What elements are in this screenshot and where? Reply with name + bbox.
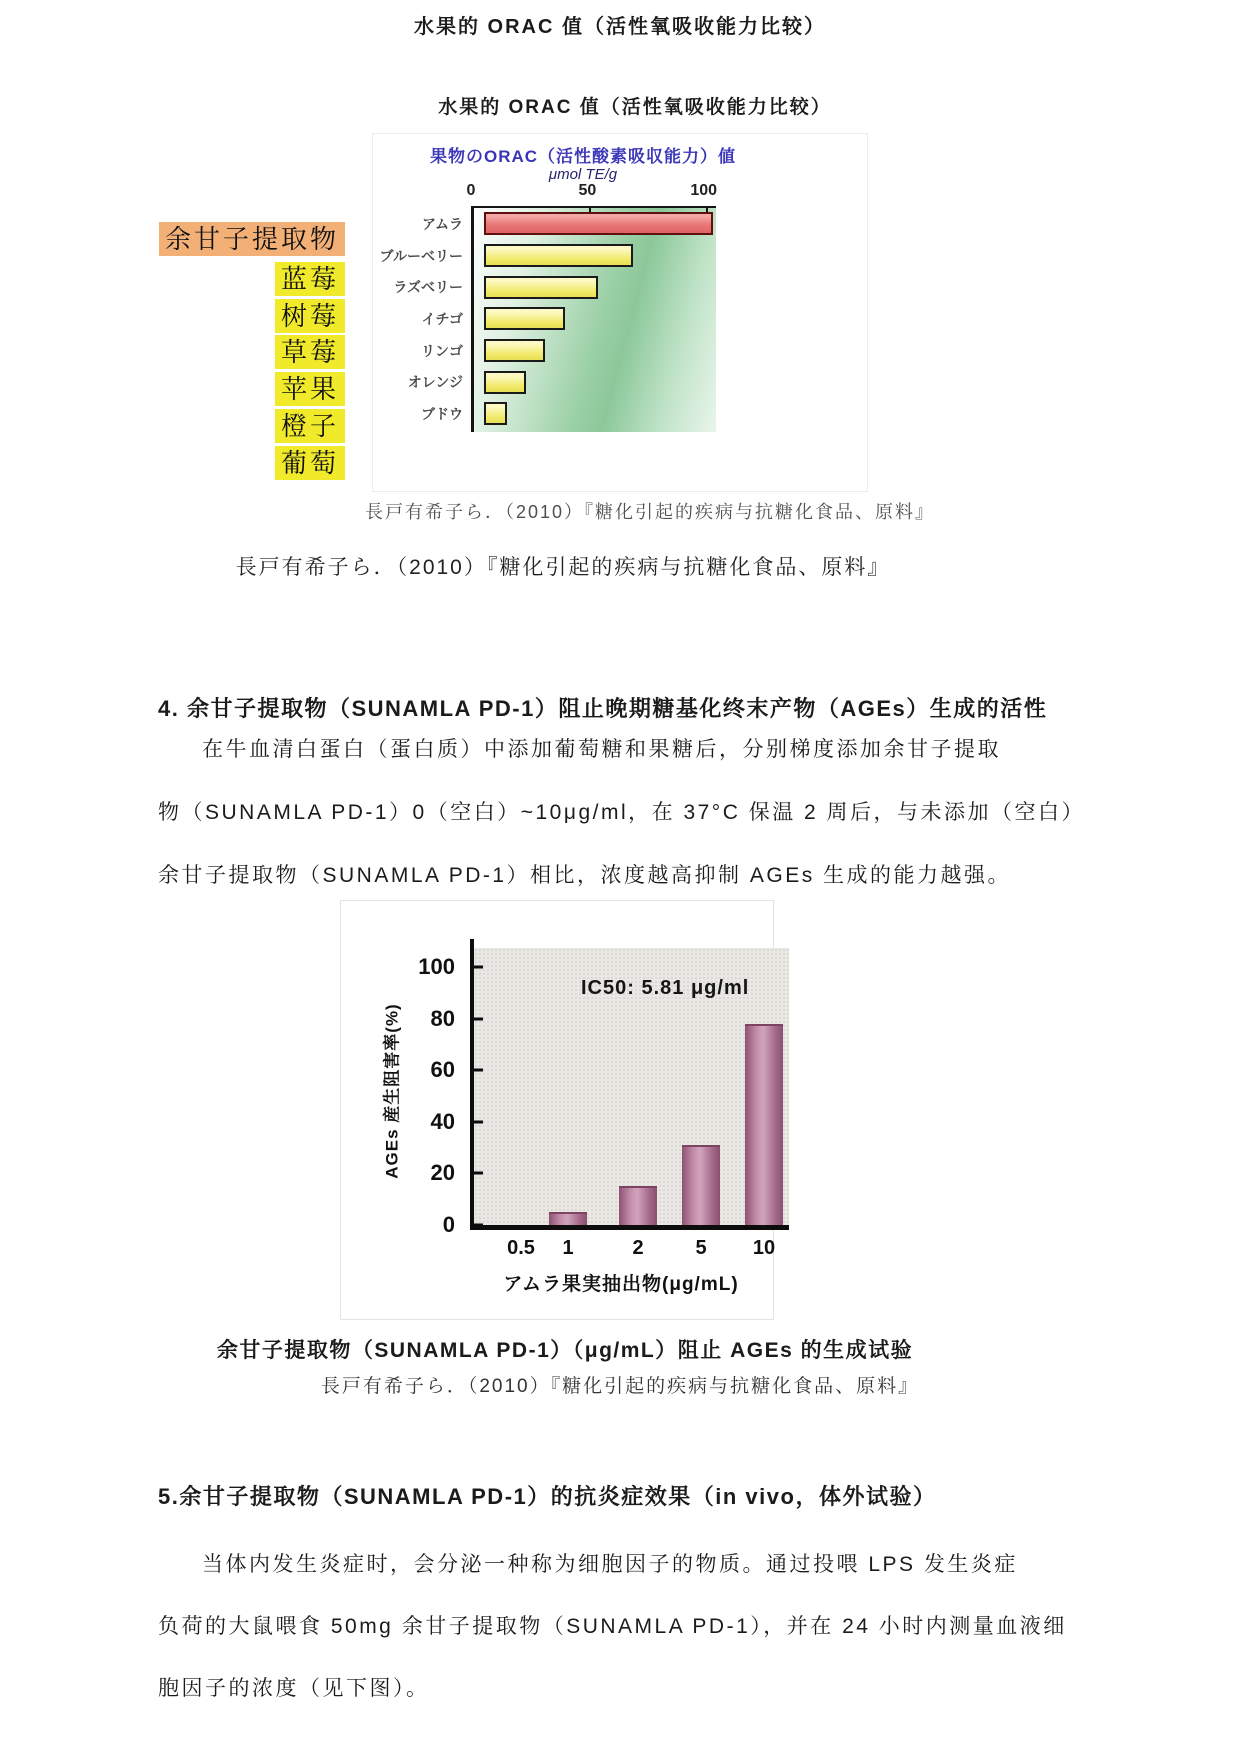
paragraph-line: 在牛血清白蛋白（蛋白质）中添加葡萄糖和果糖后，分别梯度添加余甘子提取: [202, 738, 1001, 761]
chart1-category-label: リンゴ: [421, 342, 463, 359]
chart2-x-axis: [470, 1225, 789, 1230]
chart1-bar-rows: [373, 208, 713, 430]
chart1-row: [373, 335, 713, 367]
chart2-bar: [745, 1024, 783, 1227]
page-title: 水果的 ORAC 值（活性氧吸收能力比较）: [414, 16, 826, 38]
chart2-y-tick: 80: [430, 1005, 455, 1031]
chart2-x-axis-label: アムラ果実抽出物(μg/mL): [503, 1274, 739, 1295]
chart1-row: [373, 240, 713, 272]
translation-sticker: 草莓: [275, 335, 345, 369]
chart1-bar: [484, 244, 633, 267]
orac-bar-chart: [372, 133, 868, 492]
chart1-category-label: ラズベリー: [393, 279, 463, 296]
chart2-y-tick: 60: [430, 1057, 455, 1083]
chart1-category-label: オレンジ: [407, 374, 463, 391]
chart1-category-label: イチゴ: [421, 310, 463, 327]
section5-heading: 5.余甘子提取物（SUNAMLA PD-1）的抗炎症效果（in vivo，体外试验）: [158, 1484, 937, 1509]
chart2-y-tick: 0: [442, 1212, 455, 1237]
chart1-row: [373, 271, 713, 303]
figure2-caption: 余甘子提取物（SUNAMLA PD-1）（μg/mL）阻止 AGEs 的生成试验: [216, 1339, 914, 1362]
chart1-row: [373, 366, 713, 398]
chart2-bar: [619, 1186, 657, 1227]
chart1-x-tick: 0: [466, 182, 476, 199]
chart1-category-label: アムラ: [421, 215, 463, 232]
chart2-x-tick: 2: [632, 1237, 644, 1259]
chart2-y-tick-mark: [474, 1069, 483, 1072]
chart1-bar: [484, 276, 598, 299]
chart2-y-tick: 100: [418, 954, 455, 979]
figure1-source-inner: 長戸有希子ら．（2010）『糖化引起的疾病与抗糖化食品、原料』: [364, 502, 936, 522]
figure1-heading: 水果的 ORAC 值（活性氧吸收能力比较）: [438, 97, 832, 118]
chart2-x-tick: 1: [562, 1237, 574, 1259]
chart1-row: [373, 398, 713, 430]
translation-sticker: 余甘子提取物: [159, 222, 345, 256]
chart1-x-tick: 50: [578, 182, 597, 199]
chart2-y-axis-label: AGEs 産生阻害率(%): [382, 1003, 402, 1179]
chart2-y-tick-mark: [474, 1120, 483, 1123]
section5-paragraph: [158, 1548, 1098, 1754]
chart1-row: [373, 303, 713, 335]
chart2-x-tick: 0.5: [507, 1237, 535, 1259]
chart2-ic50-annotation: IC50: 5.81 μg/ml: [581, 977, 750, 999]
chart2-y-tick-mark: [474, 1017, 483, 1020]
chart2-bar: [682, 1145, 720, 1227]
ages-bar-chart: [340, 900, 774, 1320]
translation-sticker: 苹果: [275, 372, 345, 406]
translation-sticker: 橙子: [275, 409, 345, 443]
paragraph-line: 负荷的大鼠喂食 50mg 余甘子提取物（SUNAMLA PD-1），并在 24 小时内测量血液细: [158, 1615, 1067, 1638]
chart2-y-tick-mark: [474, 1224, 483, 1227]
chart1-bar: [484, 212, 713, 235]
chart2-y-axis: [470, 939, 474, 1230]
chart2-y-tick-mark: [474, 1172, 483, 1175]
paragraph-line: 当体内发生炎症时，会分泌一种称为细胞因子的物质。通过投喂 LPS 发生炎症: [202, 1553, 1018, 1576]
chart1-bar: [484, 402, 507, 425]
translation-sticker: 蓝莓: [275, 262, 345, 296]
paragraph-line: 物（SUNAMLA PD-1）0（空白）~10μg/ml，在 37°C 保温 2 周后，与未添加（空白）: [158, 801, 1086, 824]
chart2-y-tick: 20: [430, 1160, 455, 1186]
chart1-category-label: ブルーベリー: [379, 247, 463, 264]
paragraph-line: 余甘子提取物（SUNAMLA PD-1）相比，浓度越高抑制 AGEs 生成的能力越强。: [158, 864, 1012, 887]
translation-sticker: 树莓: [275, 299, 345, 333]
chart2-y-tick: 40: [430, 1108, 455, 1134]
chart2-y-tick-mark: [474, 966, 483, 969]
chart1-category-label: ブドウ: [421, 405, 463, 422]
translation-sticker: 葡萄: [275, 446, 345, 480]
chart1-row: [373, 208, 713, 240]
figure1-source-below: 長戸有希子ら．（2010）『糖化引起的疾病与抗糖化食品、原料』: [235, 556, 891, 579]
chart1-unit-label: μmol TE/g: [548, 166, 618, 183]
chart1-title: 果物のORAC（活性酸素吸収能力）値: [429, 147, 737, 166]
chart1-bar: [484, 339, 545, 362]
chart1-bar: [484, 371, 526, 394]
section4-heading: 4. 余甘子提取物（SUNAMLA PD-1）阻止晚期糖基化终末产物（AGEs）生成的活性: [158, 696, 1048, 721]
chart1-x-tick: 100: [690, 182, 718, 199]
paragraph-line: 胞因子的浓度（见下图）。: [158, 1677, 430, 1700]
chart1-bar: [484, 307, 565, 330]
figure2-source: 長戸有希子ら．（2010）『糖化引起的疾病与抗糖化食品、原料』: [320, 1376, 920, 1397]
chart2-x-tick: 5: [695, 1237, 707, 1259]
chart2-x-tick: 10: [752, 1237, 776, 1259]
